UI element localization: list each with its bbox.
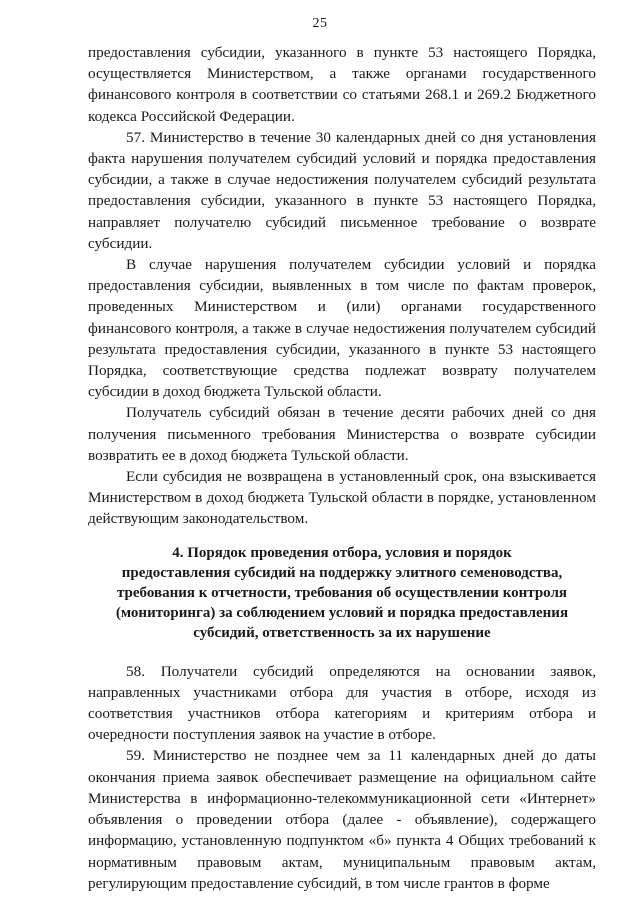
paragraph-continuation: предоставления субсидии, указанного в пункте 53 настоящего Порядка, осуществляется Министерством, а также органами государственного финансового контроля в соответствии со статьями 268.1 и 269.2 Бюджетного кодекса Российской Федерации.	[88, 44, 596, 125]
section-heading-line: 4. Порядок проведения отбора, условия и порядок	[172, 544, 512, 561]
section-heading-line: предоставления субсидий на поддержку элитного семеноводства,	[121, 564, 563, 581]
paragraph-59: 59. Министерство не позднее чем за 11 календарных дней до даты окончания приема заявок обеспечивает размещение на официальном сайте Министерства в информационно-телекоммуникационной сети «Интернет» объявления о проведении отбора (далее - объявление), содержащего информацию, установленную подпунктом «б» пункта 4 Общих требований к нормативным правовым актам, муниципальным правовым актам, регулирующим предоставление субсидий, в том числе грантов в форме	[88, 747, 596, 892]
paragraph-return-obligation: Получатель субсидий обязан в течение десяти рабочих дней со дня получения письменного требования Министерства о возврате субсидии возвратить ее в доход бюджета Тульской области.	[88, 404, 596, 464]
paragraph-58: 58. Получатели субсидий определяются на основании заявок, направленных участниками отбора для участия в отборе, исходя из соответствия участников отбора категориям и критериям отбора и очередности поступления заявок на участие в отборе.	[88, 662, 596, 744]
section-heading-line: (мониторинга) за соблюдением условий и порядка предоставления	[115, 604, 569, 621]
page-number: 25	[312, 16, 328, 31]
paragraph-57: 57. Министерство в течение 30 календарных дней со дня установления факта нарушения получателем субсидий условий и порядка предоставления субсидии, а также в случае недостижения получателем субсидий результата предоставления субсидии, указанного в пункте 53 настоящего Порядка, направляет получателю субсидий письменное требование о возврате субсидии.	[88, 128, 596, 252]
paragraph-violation-case: В случае нарушения получателем субсидии условий и порядка предоставления субсидии, выявленных в том числе по фактам проверок, проведенных Министерством и (или) органами государственного финансового контроля, а также в случае недостижения получателем субсидий результата предоставления субсидии, указанного в пункте 53 настоящего Порядка, соответствующие средства подлежат возврату получателем субсидии в доход бюджета Тульской области.	[88, 256, 596, 401]
section-heading-line: требования к отчетности, требования об осуществлении контроля	[116, 584, 568, 601]
section-heading	[88, 543, 596, 643]
document-body	[88, 42, 596, 894]
section-heading-line: субсидий, ответственность за их нарушение	[193, 624, 491, 641]
paragraph-recovery: Если субсидия не возвращена в установленный срок, она взыскивается Министерством в доход бюджета Тульской области в порядке, установленном действующим законодательством.	[88, 468, 596, 528]
